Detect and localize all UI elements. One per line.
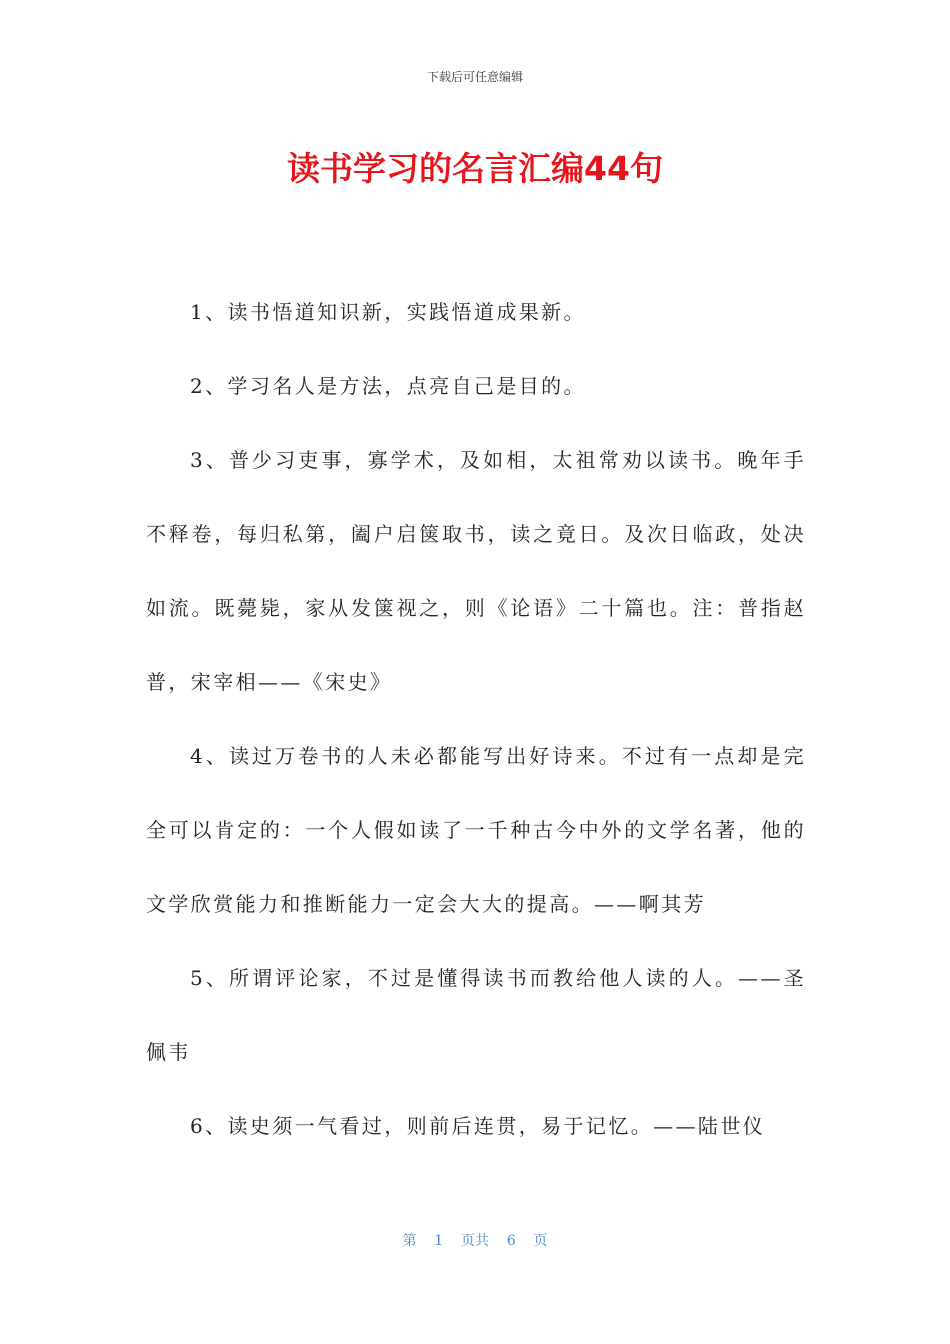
document-body — [146, 275, 806, 1163]
paragraph-3: 3、普少习吏事，寡学术，及如相，太祖常劝以读书。晚年手不释卷，每归私第，阖户启箧取书，读之竟日。及次日临政，处决如流。既薨毙，家从发箧视之，则《论语》二十篇也。注：普指赵普，宋宰相——《宋史》 — [146, 448, 806, 694]
document-title: 读书学习的名言汇编44句 — [287, 149, 663, 188]
footer-mid: 页共 — [461, 1233, 489, 1249]
header-note: 下载后可任意编辑 — [426, 70, 523, 84]
footer-suffix: 页 — [533, 1233, 548, 1249]
page-footer — [0, 1230, 950, 1250]
paragraph-2: 2、学习名人是方法，点亮自己是目的。 — [190, 374, 586, 398]
paragraph-6: 6、读史须一气看过，则前后连贯，易于记忆。——陆世仪 — [190, 1114, 766, 1138]
footer-total-pages: 6 — [506, 1233, 516, 1249]
footer-page-number: 1 — [434, 1233, 444, 1249]
paragraph-1: 1、读书悟道知识新，实践悟道成果新。 — [190, 300, 586, 324]
paragraph-5: 5、所谓评论家，不过是懂得读书而教给他人读的人。——圣佩韦 — [146, 966, 806, 1064]
paragraph-4: 4、读过万卷书的人未必都能写出好诗来。不过有一点却是完全可以肯定的：一个人假如读了一千种古今中外的文学名著，他的文学欣赏能力和推断能力一定会大大的提高。——啊其芳 — [146, 744, 806, 916]
footer-prefix: 第 — [402, 1233, 417, 1249]
